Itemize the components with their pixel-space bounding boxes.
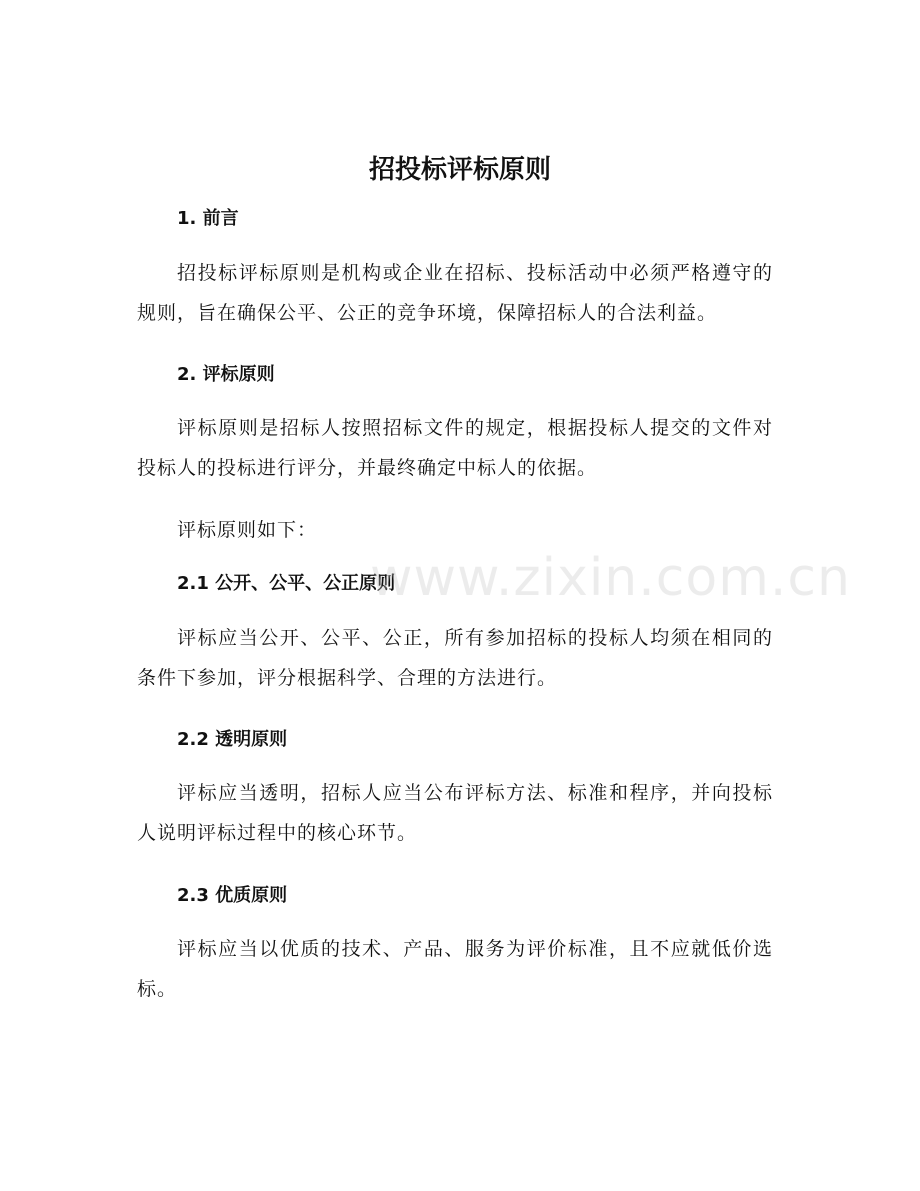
watermark: www.zixin.com.cn	[370, 548, 851, 608]
paragraph-transparency: 评标应当透明，招标人应当公布评标方法、标准和程序，并向投标人说明评标过程中的核心环节。	[137, 782, 773, 844]
paragraph-open-fair: 评标应当公开、公平、公正，所有参加招标的投标人均须在相同的条件下参加，评分根据科学、合理的方法进行。	[137, 627, 773, 689]
section-heading-open-fair: 2.1 公开、公平、公正原则	[177, 573, 396, 594]
section-heading-quality: 2.3 优质原则	[177, 885, 288, 906]
section-heading-preface: 1. 前言	[177, 208, 239, 229]
paragraph-preface: 招投标评标原则是机构或企业在招标、投标活动中必须严格遵守的规则，旨在确保公平、公正的竞争环境，保障招标人的合法利益。	[137, 262, 773, 324]
document-title: 招投标评标原则	[368, 155, 551, 185]
paragraph-evaluation-definition: 评标原则是招标人按照招标文件的规定，根据投标人提交的文件对投标人的投标进行评分，并最终确定中标人的依据。	[137, 417, 773, 479]
paragraph-principles-intro: 评标原则如下：	[177, 519, 318, 541]
section-heading-transparency: 2.2 透明原则	[177, 729, 288, 750]
paragraph-quality: 评标应当以优质的技术、产品、服务为评价标准，且不应就低价选标。	[137, 938, 773, 1000]
section-heading-evaluation-principles: 2. 评标原则	[177, 364, 275, 385]
